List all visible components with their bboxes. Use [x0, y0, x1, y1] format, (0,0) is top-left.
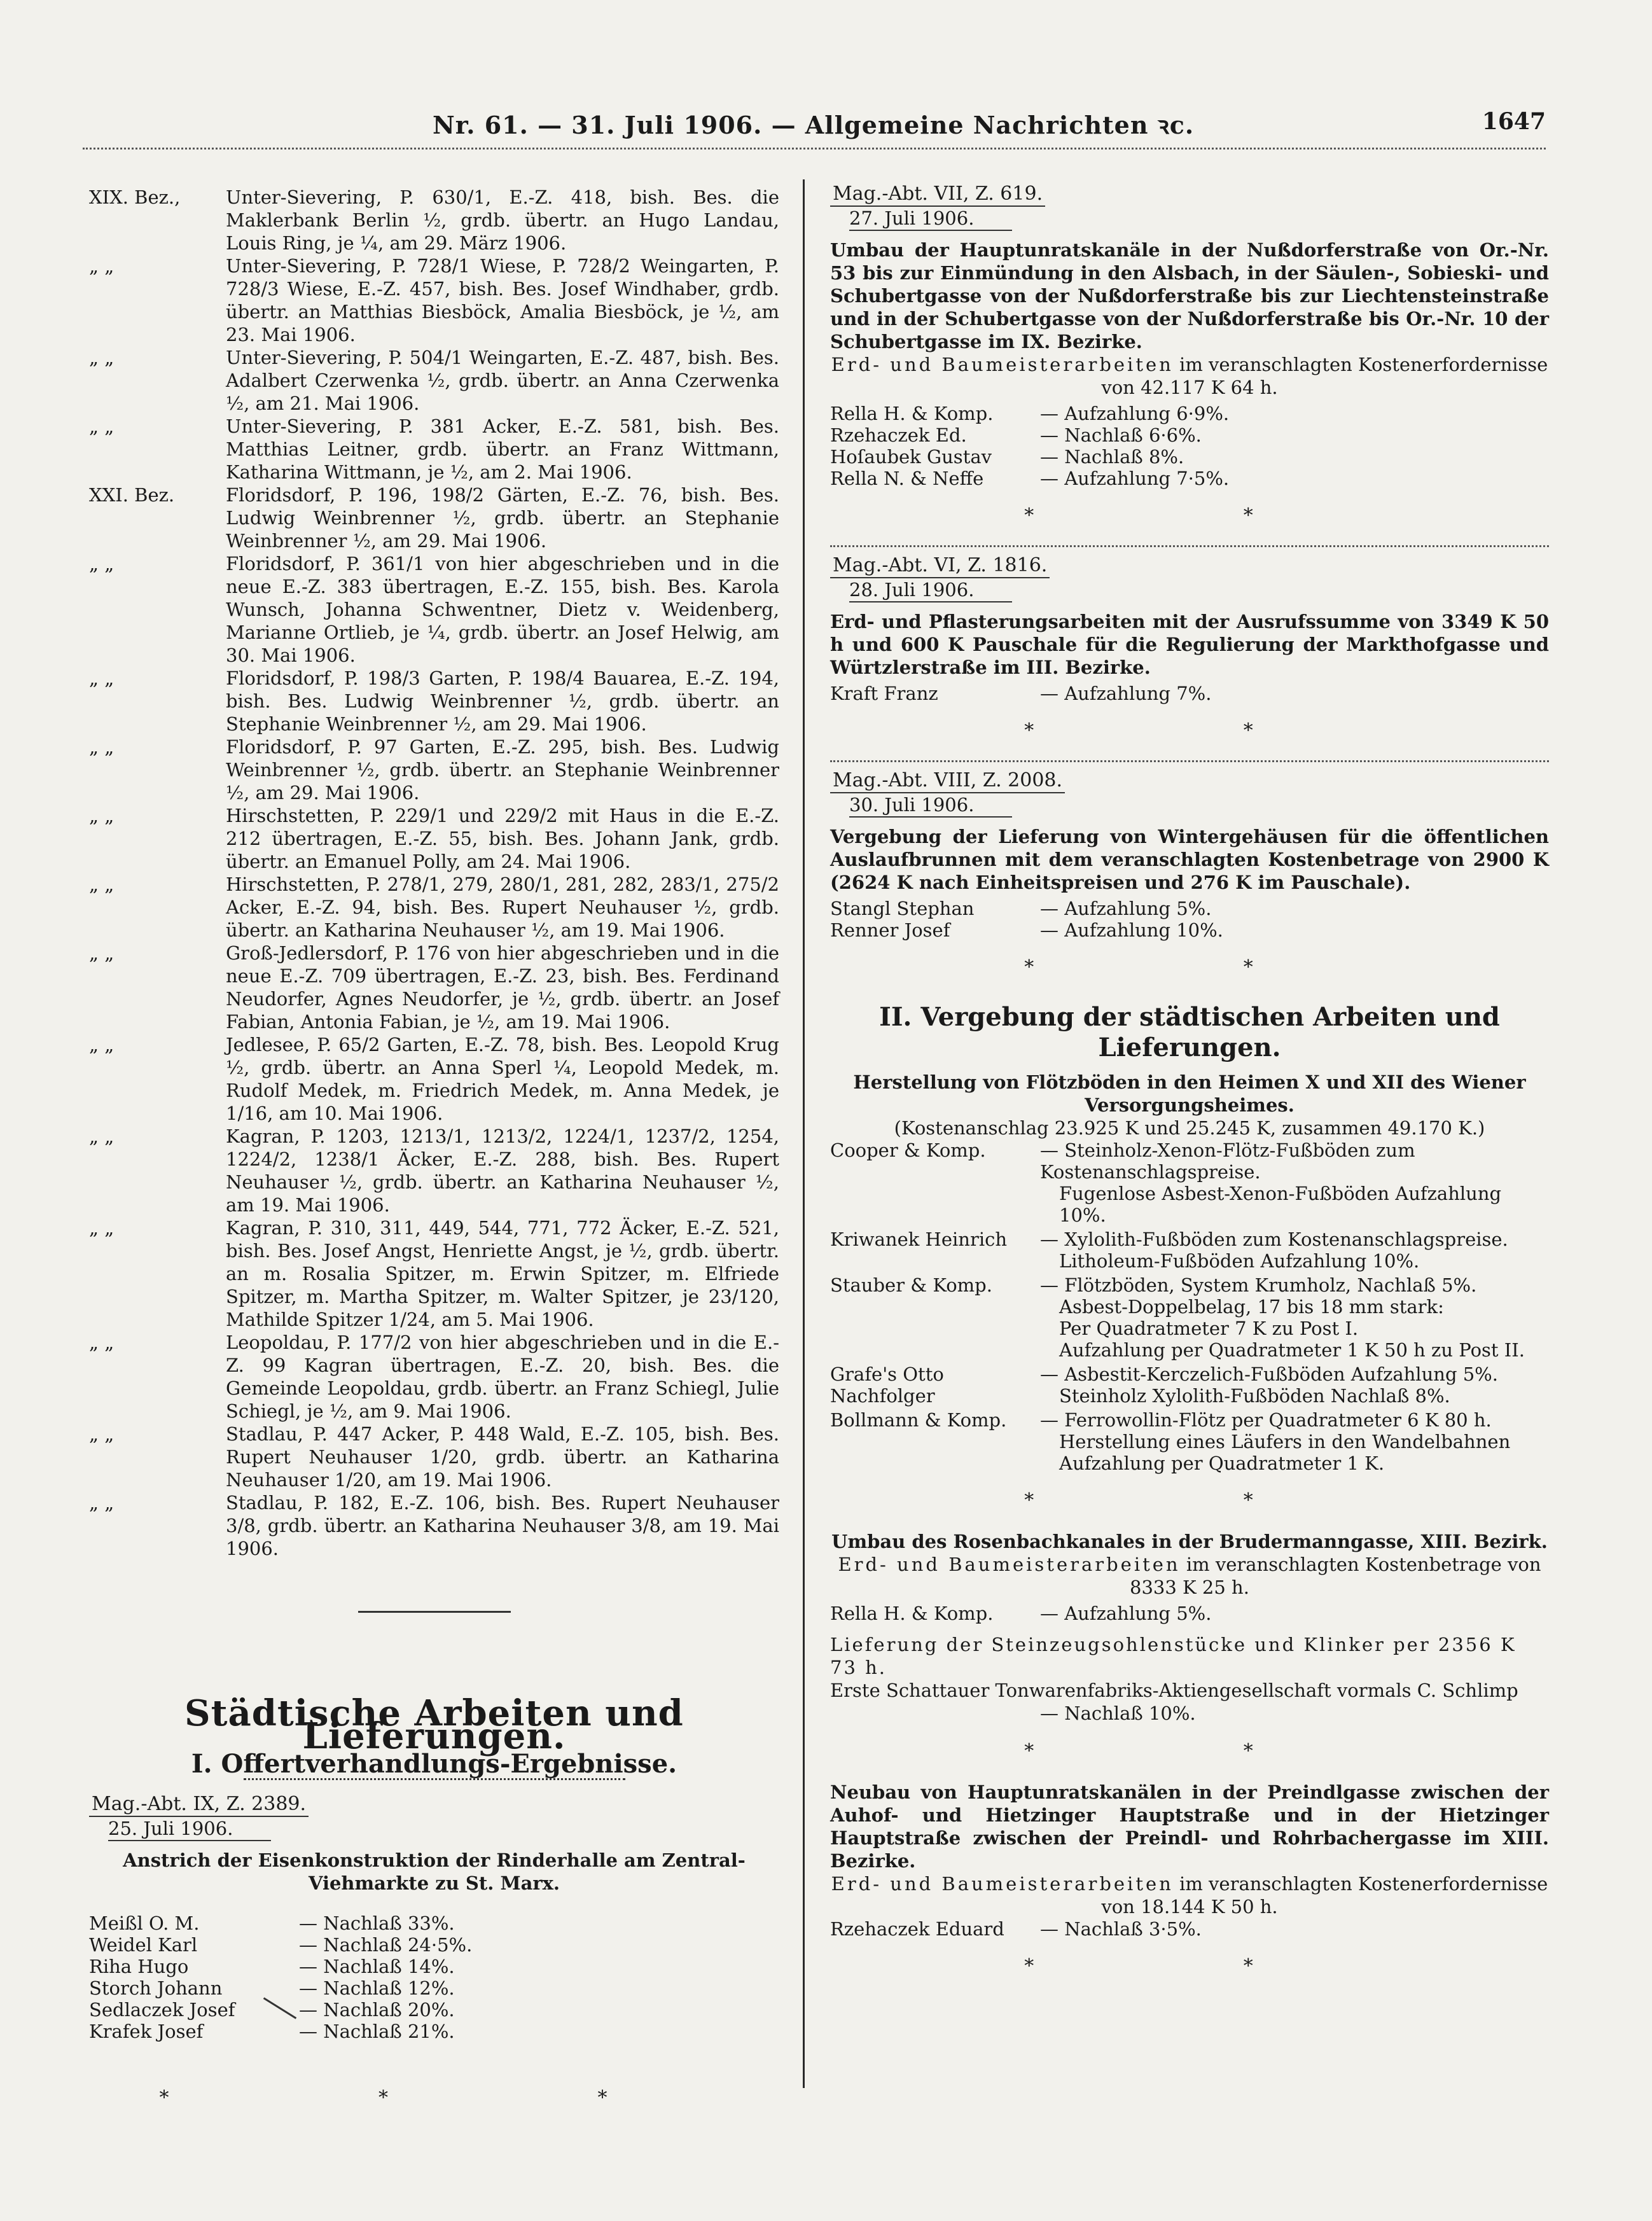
work-description: Erd- und Baumeisterarbeiten im veranschlagten Kostenbetrage von 8333 K 25 h. [838, 1554, 1541, 1598]
bid-result: — Nachlaß 3·5%. [1040, 1918, 1202, 1940]
bid-result: — Aufzahlung 6·9%. [1040, 403, 1230, 424]
register-entry [89, 873, 779, 942]
section-title: Städtische Arbeiten und Lieferungen. [184, 1692, 684, 1757]
bidder-name: Renner Josef [830, 919, 950, 941]
entry-district: „ „ [89, 942, 115, 964]
bid-result-line: Fugenlose Asbest-Xenon-Fußböden Aufzahlung 10%. [1059, 1183, 1502, 1226]
entry-text: Unter-Sievering, P. 630/1, E.-Z. 418, bish. Bes. die Maklerbank Berlin ½, grdb. übertr. an Hugo Landau, Louis Ring, je ¼, am 29. März 1906. [226, 186, 779, 254]
bid-result: — Aufzahlung 5%. [1040, 1603, 1212, 1624]
register-entry [89, 346, 779, 415]
bidder-name: Stauber & Komp. [830, 1274, 992, 1296]
header-title: Nr. 61. — 31. Juli 1906. — Allgemeine Nachrichten ꝛc. [433, 111, 1195, 139]
bid-result: — Nachlaß 21%. [299, 2021, 455, 2042]
bid-row [830, 898, 1549, 919]
bid-row [89, 2021, 779, 2042]
bidder-name: Rella H. & Komp. [830, 1603, 994, 1624]
project-title: Anstrich der Eisenkonstruktion der Rinderhalle am Zentral-Viehmarkte zu St. Marx. [123, 1849, 746, 1894]
bid-result-line: — Flötzböden, System Krumholz, Nachlaß 5%. [1040, 1274, 1477, 1296]
bid-row [89, 1934, 779, 1956]
register-entry [89, 1491, 779, 1560]
right-column [830, 183, 1549, 1996]
separator-stars: * * [1024, 720, 1355, 742]
bid-result-line: — Steinholz-Xenon-Flötz-Fußböden zum Kostenanschlagspreise. [1040, 1139, 1415, 1183]
bid-result-line: Herstellung eines Läufers in den Wandelbahnen Aufzahlung per Quadratmeter 1 K. [1059, 1431, 1511, 1474]
bid-row [830, 403, 1549, 424]
project-estimate: (Kostenanschlag 23.925 K und 25.245 K, zusammen 49.170 K.) [894, 1117, 1485, 1139]
entry-district: „ „ [89, 667, 115, 689]
register-entry [89, 735, 779, 804]
supplier-name: Erste Schattauer Tonwarenfabriks-Aktiengesellschaft vormals C. Schlimp [830, 1680, 1518, 1701]
section-subtitle: I. Offertverhandlungs-Ergebnisse. [191, 1749, 677, 1779]
bidder-name: Weidel Karl [89, 1934, 198, 1956]
bid-row [830, 683, 1549, 704]
separator-stars: * * [1024, 1955, 1355, 1977]
bid-row [830, 1229, 1549, 1272]
entry-text: Kagran, P. 310, 311, 449, 544, 771, 772 Äcker, E.-Z. 521, bish. Bes. Josef Angst, Henriette Angst, je ½, grdb. übertr. an m. Rosalia Spitzer, m. Erwin Spitzer, m. Elfriede Spitzer, m. Martha Spitzer, m. Walter Spitzer, je 23/120, Mathilde Spitzer 1/24, am 5. Mai 1906. [226, 1217, 779, 1330]
dept-date: 30. Juli 1906. [849, 793, 1012, 818]
bid-row [830, 1139, 1549, 1226]
entry-district: „ „ [89, 255, 115, 277]
bid-result: — Nachlaß 6·6%. [1040, 424, 1202, 446]
bid-result [1040, 1139, 1549, 1226]
entry-text: Floridsdorf, P. 196, 198/2 Gärten, E.-Z. 76, bish. Bes. Ludwig Weinbrenner ½, grdb. übertr. an Stephanie Weinbrenner ½, am 29. Mai 1906. [226, 484, 779, 552]
entry-text: Groß-Jedlersdorf, P. 176 von hier abgeschrieben und in die neue E.-Z. 709 übertragen, E.-Z. 23, bish. Bes. Ferdinand Neudorfer, Agnes Neudorfer, je ½, grdb. übertr. an Josef Fabian, Antonia Fabian, je ½, am 19. Mai 1906. [226, 942, 779, 1033]
separator-stars: * * [1024, 1740, 1355, 1762]
block-rule [830, 545, 1549, 547]
bid-result [1040, 1274, 1549, 1361]
bidder-name: Kraft Franz [830, 683, 938, 704]
entry-district: „ „ [89, 1332, 115, 1353]
bidder-name: Hoſaubek Gustav [830, 446, 992, 468]
bid-result: — Nachlaß 12%. [299, 1977, 455, 1999]
register-entry [89, 1216, 779, 1331]
project-title: Erd- und Pflasterungsarbeiten mit der Ausrufssumme von 3349 K 50 h und 600 K Pauschale für die Regulierung der Markthofgasse und Würtzlerstraße im III. Bezirke. [830, 611, 1549, 678]
register-entry [89, 484, 779, 552]
bid-list [830, 403, 1549, 489]
bid-list [830, 898, 1549, 941]
bidder-name: Rella H. & Komp. [830, 403, 994, 424]
column-divider [803, 179, 805, 2088]
entry-text: Unter-Sievering, P. 381 Acker, E.-Z. 581, bish. Bes. Matthias Leitner, grdb. übertr. an Franz Wittmann, Katharina Wittmann, je ½, am 2. Mai 1906. [226, 415, 779, 483]
work-description: Erd- und Baumeisterarbeiten im veranschlagten Kostenerfordernisse von 42.117 K 64 h. [831, 354, 1548, 398]
separator-stars: * * * [159, 2087, 709, 2109]
dept-date: 27. Juli 1906. [849, 207, 1012, 231]
separator-stars: * * [1024, 1489, 1355, 1512]
bid-result-line: Litholeum-Fußböden Aufzahlung 10%. [1059, 1250, 1420, 1272]
bidder-name: Stangl Stephan [830, 898, 975, 919]
bid-result [1040, 1229, 1549, 1272]
register-entry [89, 1331, 779, 1423]
bid-result: — Nachlaß 20%. [299, 1999, 455, 2021]
entry-district: „ „ [89, 1492, 115, 1514]
bid-row [830, 424, 1549, 446]
page-number: 1647 [1482, 108, 1546, 135]
entry-text: Floridsdorf, P. 97 Garten, E.-Z. 295, bish. Bes. Ludwig Weinbrenner ½, grdb. übertr. an Stephanie Weinbrenner ½, am 29. Mai 1906. [226, 736, 779, 804]
register-entry [89, 1033, 779, 1125]
bid-result-line: Aufzahlung per Quadratmeter 1 K 50 h zu Post II. [1059, 1339, 1525, 1361]
bid-result: — Nachlaß 14%. [299, 1956, 455, 1977]
supplier-result: — Nachlaß 10%. [1040, 1702, 1196, 1724]
dept-reference: Mag.-Abt. VI, Z. 1816. [830, 554, 1050, 578]
bidder-name: Riha Hugo [89, 1956, 189, 1977]
bid-result [1040, 1363, 1549, 1407]
project-title: Neubau von Hauptunratskanälen in der Preindlgasse zwischen der Auhof- und Hietzinger Hauptstraße und in der Hietzinger Hauptstraße zwischen der Preindl- und Rohrbachergasse im XIII. Bezirke. [830, 1781, 1549, 1872]
bid-row [89, 1956, 779, 1977]
bid-row [830, 1603, 1549, 1624]
dept-reference: Mag.-Abt. VIII, Z. 2008. [830, 769, 1065, 793]
bid-result-line: — Ferrowollin-Flötz per Quadratmeter 6 K 80 h. [1040, 1409, 1492, 1431]
separator-stars: * * [1024, 956, 1355, 978]
entry-text: Stadlau, P. 447 Acker, P. 448 Wald, E.-Z. 105, bish. Bes. Rupert Neuhauser 1/20, grdb. übertr. an Katharina Neuhauser 1/20, am 19. Mai 1906. [226, 1423, 779, 1491]
project-title: Umbau des Rosenbachkanales in der Brudermanngasse, XIII. Bezirk. [831, 1531, 1548, 1552]
bid-list [830, 1139, 1549, 1474]
bidder-name: Krafek Josef [89, 2021, 204, 2042]
dept-reference: Mag.-Abt. IX, Z. 2389. [89, 1793, 309, 1817]
project-title: Herstellung von Flötzböden in den Heimen X und XII des Wiener Versorgungsheimes. [853, 1071, 1526, 1116]
bidder-name: Rzehaczek Ed. [830, 424, 967, 446]
bid-result-line: — Asbestit-Kerczelich-Fußböden Aufzahlung 5%. [1040, 1363, 1498, 1385]
project-title: Vergebung der Lieferung von Wintergehäusen für die öffentlichen Auslaufbrunnen mit dem veranschlagten Kostenbetrage von 2900 K (2624 K nach Einheitspreisen und 276 K im Pauschale). [830, 826, 1549, 893]
register-entry [89, 186, 779, 254]
page-header [83, 108, 1546, 153]
bid-result: — Nachlaß 33%. [299, 1912, 455, 1934]
section-rule [358, 1611, 511, 1613]
bid-row [830, 1409, 1549, 1474]
entry-district: „ „ [89, 1034, 115, 1055]
entry-district: „ „ [89, 415, 115, 437]
separator-stars: * * [1024, 505, 1355, 527]
entry-district: XIX. Bez., [89, 186, 181, 208]
bidder-name: Sedlaczek Josef [89, 1999, 235, 2021]
bid-row [830, 468, 1549, 489]
entry-text: Unter-Sievering, P. 728/1 Wiese, P. 728/2 Weingarten, P. 728/3 Wiese, E.-Z. 457, bish. Bes. Josef Windhaber, grdb. übertr. an Matthias Biesböck, Amalia Biesböck, je ½, am 23. Mai 1906. [226, 255, 779, 345]
land-register-entries [89, 186, 779, 1560]
entry-text: Stadlau, P. 182, E.-Z. 106, bish. Bes. Rupert Neuhauser 3/8, grdb. übertr. an Katharina Neuhauser 3/8, am 19. Mai 1906. [226, 1492, 779, 1559]
entry-district: „ „ [89, 553, 115, 574]
dept-reference: Mag.-Abt. VII, Z. 619. [830, 183, 1045, 207]
entry-text: Floridsdorf, P. 361/1 von hier abgeschrieben und in die neue E.-Z. 383 übertragen, E.-Z. 155, bish. Bes. Karola Wunsch, Johanna Schwentner, Dietz v. Weidenberg, Marianne Ortlieb, je ¼, grdb. übertr. an Josef Helwig, am 30. Mai 1906. [226, 553, 779, 666]
entry-text: Kagran, P. 1203, 1213/1, 1213/2, 1224/1, 1237/2, 1254, 1224/2, 1238/1 Äcker, E.-Z. 288, bish. Bes. Rupert Neuhauser ½, grdb. übertr. an Katharina Neuhauser ½, am 19. Mai 1906. [226, 1125, 779, 1216]
bidder-name: Rella N. & Neffe [830, 468, 984, 489]
register-entry [89, 254, 779, 346]
header-rule [83, 148, 1546, 150]
bidder-name: Cooper & Komp. [830, 1139, 986, 1161]
entry-district: „ „ [89, 347, 115, 368]
bid-result: — Aufzahlung 7·5%. [1040, 468, 1230, 489]
supply-description: Lieferung der Steinzeugsohlenstücke und Klinker per 2356 K 73 h. [830, 1634, 1517, 1678]
bid-result: — Aufzahlung 10%. [1040, 919, 1223, 941]
entry-district: „ „ [89, 1423, 115, 1445]
register-entry [89, 415, 779, 484]
bidder-name: Bollmann & Komp. [830, 1409, 1007, 1431]
bid-row [830, 1274, 1549, 1361]
entry-district: „ „ [89, 1217, 115, 1239]
bid-result: — Nachlaß 8%. [1040, 446, 1184, 468]
dept-date: 28. Juli 1906. [849, 578, 1012, 602]
bid-result-line: Steinholz Xylolith-Fußböden Nachlaß 8%. [1059, 1385, 1450, 1407]
bid-row [830, 1918, 1549, 1940]
bid-row [89, 1999, 779, 2021]
entry-text: Hirschstetten, P. 229/1 und 229/2 mit Haus in die E.-Z. 212 übertragen, E.-Z. 55, bish. Bes. Johann Jank, grdb. übertr. an Emanuel Polly, am 24. Mai 1906. [226, 805, 779, 872]
bidder-name: Storch Johann [89, 1977, 223, 1999]
bid-row [89, 1912, 779, 1934]
entry-district: „ „ [89, 736, 115, 758]
entry-district: XXI. Bez. [89, 484, 175, 506]
bidder-name: Rzehaczek Eduard [830, 1918, 1004, 1940]
bid-list [830, 683, 1549, 704]
bid-result [1040, 1409, 1549, 1474]
entry-text: Leopoldau, P. 177/2 von hier abgeschrieben und in die E.-Z. 99 Kagran übertragen, E.-Z. 20, bish. Bes. die Gemeinde Leopoldau, grdb. übertr. an Franz Schiegl, Julie Schiegl, je ½, am 9. Mai 1906. [226, 1332, 779, 1422]
bid-row [89, 1977, 779, 1999]
bid-list [89, 1912, 779, 2042]
register-entry [89, 667, 779, 735]
entry-text: Hirschstetten, P. 278/1, 279, 280/1, 281, 282, 283/1, 275/2 Acker, E.-Z. 94, bish. Bes. Rupert Neuhauser ½, grdb. übertr. an Katharina Neuhauser ½, am 19. Mai 1906. [226, 874, 779, 941]
bid-result-line: Per Quadratmeter 7 K zu Post I. [1059, 1318, 1359, 1339]
bid-result: — Nachlaß 24·5%. [299, 1934, 473, 1956]
register-entry [89, 1125, 779, 1216]
entry-district: „ „ [89, 1125, 115, 1147]
bid-result-line: — Xylolith-Fußböden zum Kostenanschlagspreise. [1040, 1229, 1508, 1250]
bid-row [830, 919, 1549, 941]
bid-row [830, 446, 1549, 468]
bid-result: — Aufzahlung 5%. [1040, 898, 1212, 919]
dept-date: 25. Juli 1906. [108, 1817, 271, 1841]
entry-district: „ „ [89, 805, 115, 826]
bidder-name: Meißl O. M. [89, 1912, 200, 1934]
bidder-name: Kriwanek Heinrich [830, 1229, 1008, 1250]
section-heading: II. Vergebung der städtischen Arbeiten und Lieferungen. [879, 1002, 1500, 1062]
register-entry [89, 1423, 779, 1491]
register-entry [89, 552, 779, 667]
block-rule [830, 760, 1549, 762]
bid-result: — Aufzahlung 7%. [1040, 683, 1212, 704]
bid-row [830, 1363, 1549, 1407]
project-title: Umbau der Hauptunratskanäle in der Nußdorferstraße von Or.-Nr. 53 bis zur Einmündung in den Alsbach, in der Säulen-, Sobieski- und Schubertgasse von der Nußdorferstraße bis zur Liechtensteinstraße und in der Schubertgasse von der Nußdorferstraße bis Or.-Nr. 10 der Schubertgasse im IX. Bezirke. [830, 239, 1549, 352]
left-column [89, 186, 779, 2127]
entry-text: Unter-Sievering, P. 504/1 Weingarten, E.-Z. 487, bish. Bes. Adalbert Czerwenka ½, grdb. übertr. an Anna Czerwenka ½, am 21. Mai 1906. [226, 347, 779, 414]
work-description: Erd- und Baumeisterarbeiten im veranschlagten Kostenerfordernisse von 18.144 K 50 h. [831, 1873, 1548, 1918]
bidder-name: Grafe's Otto Nachfolger [830, 1363, 944, 1407]
register-entry [89, 942, 779, 1033]
entry-text: Jedlesee, P. 65/2 Garten, E.-Z. 78, bish. Bes. Leopold Krug ½, grdb. übertr. an Anna Sperl ¼, Leopold Medek, m. Rudolf Medek, m. Friedrich Medek, m. Anna Medek, je 1/16, am 10. Mai 1906. [226, 1034, 779, 1124]
entry-text: Floridsdorf, P. 198/3 Garten, P. 198/4 Bauarea, E.-Z. 194, bish. Bes. Ludwig Weinbrenner ½, grdb. übertr. an Stephanie Weinbrenner ½, am 29. Mai 1906. [226, 667, 779, 735]
entry-district: „ „ [89, 874, 115, 895]
bid-result-line: Asbest-Doppelbelag, 17 bis 18 mm stark: [1059, 1296, 1444, 1318]
register-entry [89, 804, 779, 873]
